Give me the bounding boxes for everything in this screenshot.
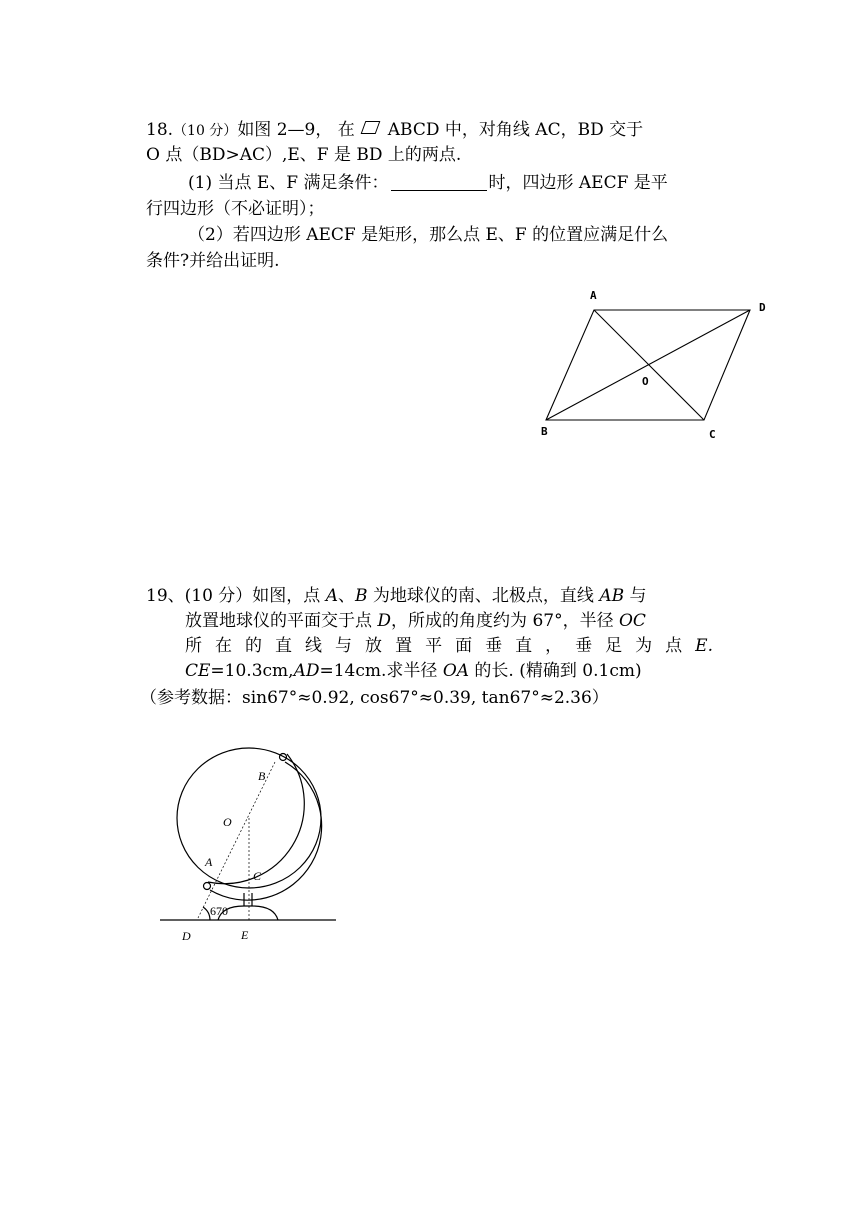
- stand-base: [218, 906, 278, 920]
- angle-arc: [203, 907, 210, 920]
- label-d: D: [759, 301, 766, 314]
- globe-circle: [177, 748, 321, 888]
- angle-label: 670: [210, 904, 228, 918]
- answer-blank[interactable]: [391, 174, 487, 191]
- q19-line-3: [185, 635, 713, 658]
- q19-line-ab: AB: [599, 586, 625, 606]
- globe-label-b: B: [258, 769, 266, 783]
- label-c: C: [709, 428, 716, 441]
- q19-text-i: 的长. (精确到 0.1cm): [469, 661, 642, 681]
- globe-label-c: C: [253, 869, 262, 883]
- q18-line-6: 条件?并给出证明.: [146, 251, 280, 271]
- meridian-inner-arc: [210, 762, 322, 900]
- q18-score: （10 分）: [173, 123, 238, 139]
- parallelogram-abcd: [546, 310, 750, 420]
- globe-label-a: A: [205, 855, 213, 869]
- q18-line-1: [146, 119, 643, 143]
- q19-text-f: 所在的直线与放置平面垂直，垂足为点: [185, 636, 696, 656]
- q19-radius-oa: OA: [442, 661, 470, 681]
- meridian-bottom-cap: [204, 883, 211, 890]
- q19-reference-data: （参考数据：sin67°≈0.92, cos67°≈0.39, tan67°≈2.36）: [140, 688, 609, 708]
- axis-ab-dashed: [197, 762, 275, 920]
- q19-text-h: =14cm.求半径: [319, 661, 443, 681]
- q19-point-b: B: [355, 586, 368, 606]
- q19-text-a: 19、(10 分）如图，点: [146, 586, 326, 606]
- globe-label-e: E: [241, 928, 249, 942]
- q18-line-4: 行四边形（不必证明）；: [146, 199, 325, 219]
- q18-line-2: O 点（BD>AC）,E、F 是 BD 上的两点.: [146, 145, 462, 165]
- q19-text-g: =10.3cm,: [210, 661, 294, 681]
- q19-text-b: 为地球仪的南、北极点，直线: [367, 586, 600, 606]
- q19-segment-ad: AD: [293, 661, 320, 681]
- q18-number: 18.: [146, 120, 174, 140]
- q19-line-4: [185, 660, 642, 683]
- q18-line-3: [188, 172, 668, 195]
- parallelogram-icon: [360, 121, 380, 134]
- q19-point-d: D: [377, 611, 392, 631]
- q19-radius-oc: OC: [619, 611, 646, 631]
- globe-label-d: D: [182, 929, 191, 943]
- meridian-top-cap: [280, 754, 287, 761]
- q19-text-d: 放置地球仪的平面交于点: [185, 611, 378, 631]
- q18-part1-text-b: 时，四边形 AECF 是平: [488, 173, 668, 193]
- q19-point-a: A: [325, 586, 338, 606]
- label-b: B: [541, 425, 548, 438]
- q18-text-a: 如图 2—9， 在: [237, 120, 355, 140]
- q19-text-e: ，所成的角度约为 67°，半径: [391, 611, 619, 631]
- q18-line-5: （2）若四边形 AECF 是矩形，那么点 E、F 的位置应满足什么: [188, 225, 669, 245]
- label-o: O: [642, 375, 649, 388]
- q19-line-1: [146, 585, 647, 608]
- diagonal-ac: [594, 310, 704, 420]
- q18-part1-text: (1) 当点 E、F 满足条件：: [188, 173, 389, 193]
- q19-segment-ce: CE: [185, 661, 211, 681]
- q19-separator: 、: [338, 586, 355, 606]
- q19-text-c: 与: [624, 586, 647, 606]
- meridian-outer-arc: [208, 754, 304, 884]
- q18-text-b: ABCD 中，对角线 AC，BD 交于: [387, 120, 644, 140]
- globe-label-o: O: [223, 815, 232, 829]
- q19-line-2: [185, 610, 646, 633]
- diagonal-bd: [546, 310, 750, 420]
- q19-point-e: E.: [695, 636, 713, 656]
- label-a: A: [590, 289, 597, 302]
